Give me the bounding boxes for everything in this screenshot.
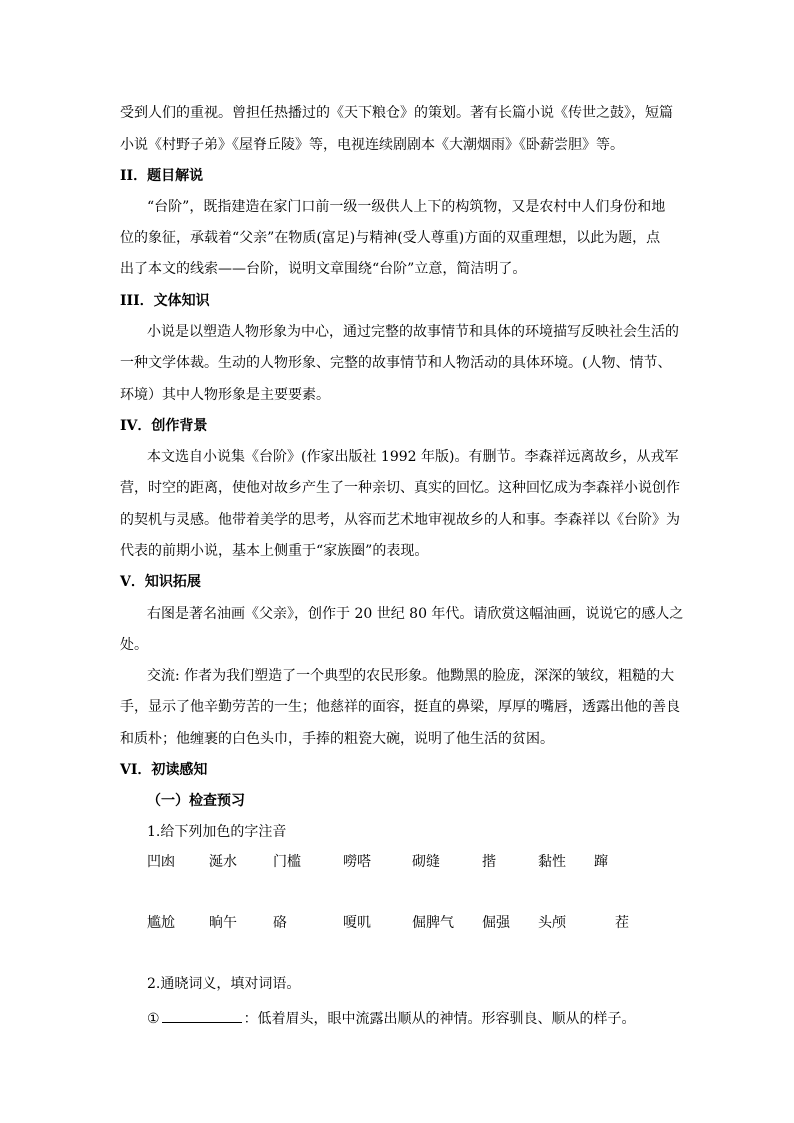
answer-blank[interactable] (162, 1008, 242, 1023)
vocab-word: 头颅 (538, 915, 566, 931)
intro-line-2: 小说《村野子弟》《屋脊丘陵》等，电视连续剧剧本《大潮烟雨》《卧薪尝胆》等。 (120, 137, 624, 153)
paragraph-line: 出了本文的线索——台阶，说明文章围绕“台阶”立意，简洁明了。 (120, 261, 527, 277)
subheading-preview-check: （一）检查预习 (147, 793, 245, 809)
vocab-word: 门槛 (273, 854, 301, 870)
paragraph-line: 和质朴；他缠裹的白色头巾，手捧的粗瓷大碗，说明了他生活的贫困。 (120, 731, 554, 747)
vocab-row-1 (0, 852, 794, 872)
vocab-word: 晌午 (209, 915, 237, 931)
paragraph-line: 交流: 作者为我们塑造了一个典型的农民形象。他黝黑的脸庞，深深的皱纹，粗糙的大 (147, 668, 675, 684)
question-1: 1.给下列加色的字注音 (147, 824, 287, 840)
paragraph-line: 代表的前期小说，基本上侧重于“家族圈”的表现。 (120, 543, 429, 559)
vocab-row-2 (0, 913, 794, 933)
question-2: 2.通晓词义，填对词语。 (147, 976, 301, 992)
paragraph-line: “台阶”，既指建造在家门口前一级一级供人上下的构筑物，又是农村中人们身份和地 (147, 199, 666, 215)
paragraph-line: 本文选自小说集《台阶》(作家出版社 1992 年版)。有删节。李森祥远离故乡，从戎军 (147, 449, 679, 465)
vocab-word: 茬 (615, 915, 629, 931)
paragraph-line: 处。 (120, 637, 148, 653)
vocab-word: 嘮嗒 (343, 854, 371, 870)
paragraph-line: 小说是以塑造人物形象为中心，通过完整的故事情节和具体的环境描写反映社会生活的 (147, 324, 679, 340)
intro-line-1: 受到人们的重视。曾担任热播过的《天下粮仓》的策划。著有长篇小说《传世之鼓》，短篇 (120, 105, 673, 121)
section-heading-extension: V．知识拓展 (120, 574, 201, 590)
vocab-word: 涎水 (209, 854, 237, 870)
paragraph-line: 右图是著名油画《父亲》，创作于 20 世纪 80 年代。请欣赏这幅油画，说说它的感人之 (147, 606, 684, 622)
section-heading-first-reading: VI．初读感知 (120, 762, 208, 778)
paragraph-line: 一种文学体裁。生动的人物形象、完整的故事情节和人物活动的具体环境。(人物、情节、 (120, 355, 672, 371)
paragraph-line: 手，显示了他辛勤劳苦的一生；他慈祥的面容，挺直的鼻梁，厚厚的嘴唇，透露出他的善良 (120, 699, 680, 715)
paragraph-line: 营，时空的距离，使他对故乡产生了一种亲切、真实的回忆。这种回忆成为李森祥小说创作 (120, 480, 680, 496)
vocab-word: 凹凼 (147, 854, 175, 870)
section-heading-genre-knowledge: III．文体知识 (120, 293, 210, 309)
section-heading-title-explanation: II．题目解说 (120, 168, 204, 184)
paragraph-line: 位的象征，承载着“父亲”在物质(富足)与精神(受人尊重)方面的双重理想，以此为题，点 (120, 230, 661, 246)
vocab-word: 尴尬 (147, 915, 175, 931)
vocab-word: 嗄叽 (343, 915, 371, 931)
vocab-word: 揩 (482, 854, 496, 870)
question-2-item-1 (147, 1008, 636, 1029)
paragraph-line: 环境）其中人物形象是主要要素。 (120, 387, 330, 403)
vocab-word: 砌缝 (412, 854, 440, 870)
vocab-word: 倔脾气 (412, 915, 454, 931)
vocab-word: 黏性 (538, 854, 566, 870)
vocab-word: 倔强 (482, 915, 510, 931)
item-definition: ：低着眉头，眼中流露出顺从的神情。形容驯良、顺从的样子。 (243, 1011, 636, 1027)
paragraph-line: 的契机与灵感。他带着美学的思考，从容而艺术地审视故乡的人和事。李森祥以《台阶》为 (120, 512, 680, 528)
vocab-word: 硌 (273, 915, 287, 931)
section-heading-background: IV．创作背景 (120, 418, 208, 434)
item-number: ① (147, 1011, 160, 1027)
vocab-word: 蹿 (594, 854, 608, 870)
